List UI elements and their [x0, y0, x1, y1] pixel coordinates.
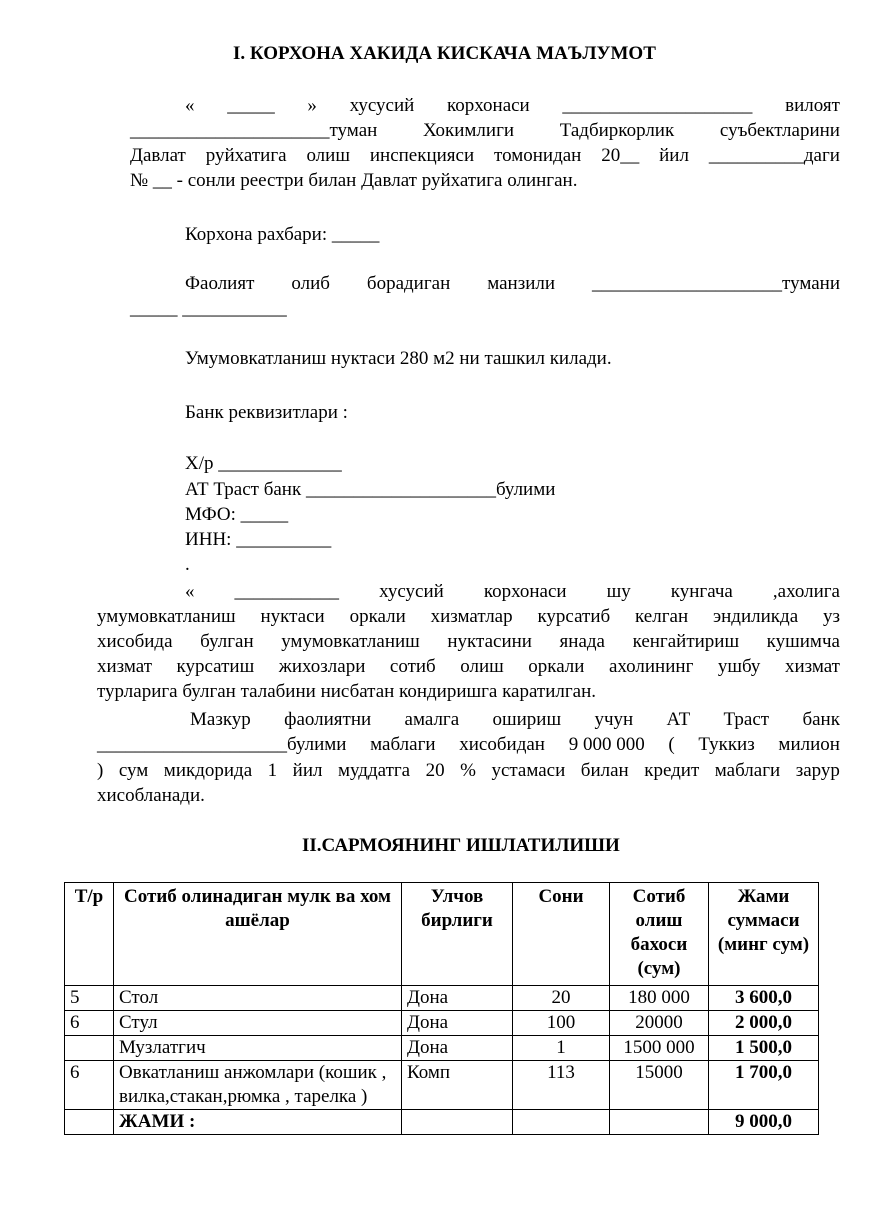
word: нуктасини [447, 631, 532, 652]
word: инспекцияси [369, 145, 475, 166]
word: томонидан [494, 145, 582, 166]
header-item: Сотиб олинадиган мулк ва хом ашёлар [114, 883, 402, 986]
word: курсатиб [537, 606, 611, 627]
word: йил [659, 145, 689, 166]
word: % [460, 760, 476, 781]
header-total: Жами суммаси (минг сум) [709, 883, 819, 986]
cell-qty: 1 [513, 1036, 610, 1061]
word: ____________________булими [97, 734, 347, 755]
inn-line: ИНН: __________ [185, 529, 332, 550]
word: хизмат [97, 656, 153, 677]
para3-line1 [190, 708, 840, 732]
cell-price: 20000 [610, 1011, 709, 1036]
total-value: 9 000,0 [709, 1110, 819, 1135]
cell-num [65, 1110, 114, 1135]
word: Туккиз [698, 734, 755, 755]
table-row [65, 1061, 819, 1110]
word: маблаги [714, 760, 781, 781]
cell-total: 1 500,0 [709, 1036, 819, 1061]
cell-unit: Дона [402, 1036, 513, 1061]
word: руйхатига [205, 145, 287, 166]
para2-line1 [185, 580, 840, 604]
para3-line4: хисобланади. [97, 785, 205, 806]
total-label: ЖАМИ : [114, 1110, 402, 1135]
para1-line2 [130, 119, 840, 143]
word: маблаги [370, 734, 436, 755]
word: фаолиятни [284, 709, 372, 730]
cell-item: Стул [114, 1011, 402, 1036]
table-row [65, 1036, 819, 1061]
dot-line: . [185, 554, 190, 575]
para3-line3 [97, 759, 840, 783]
cell-unit [402, 1110, 513, 1135]
header-num: Т/р [65, 883, 114, 986]
word: ____________________ [562, 95, 753, 116]
cell-price: 1500 000 [610, 1036, 709, 1061]
word: жихозлари [278, 656, 366, 677]
cell-qty: 113 [513, 1061, 610, 1110]
word: хусусий [349, 95, 415, 116]
word: келган [635, 606, 689, 627]
word: « [185, 95, 195, 116]
word: нуктаси [260, 606, 325, 627]
cell-unit: Дона [402, 1011, 513, 1036]
word: » [307, 95, 317, 116]
word: Давлат [130, 145, 186, 166]
word: микдорида [163, 760, 253, 781]
word: 9 000 000 [568, 734, 645, 755]
word: зарур [795, 760, 840, 781]
section-title-1: I. КОРХОНА ХАКИДА КИСКАЧА МАЪЛУМОТ [233, 43, 656, 64]
cell-num [65, 1036, 114, 1061]
word: милион [778, 734, 840, 755]
word: Фаолият [185, 273, 255, 294]
word: Тадбиркорлик [559, 120, 675, 141]
word: сотиб [389, 656, 436, 677]
bank-heading: Банк реквизитлари : [185, 402, 348, 423]
word: оркали [528, 656, 585, 677]
cell-num: 6 [65, 1061, 114, 1110]
word: сум [118, 760, 149, 781]
cell-unit: Комп [402, 1061, 513, 1110]
word: муддатга [337, 760, 411, 781]
word: борадиган [366, 273, 451, 294]
cell-total: 3 600,0 [709, 986, 819, 1011]
word: 1 [267, 760, 278, 781]
word: курсатиш [176, 656, 255, 677]
cell-num: 6 [65, 1011, 114, 1036]
word: олиш [306, 145, 350, 166]
para2-line4 [97, 655, 840, 679]
word: ушбу [717, 656, 761, 677]
cell-num: 5 [65, 986, 114, 1011]
word: кредит [644, 760, 700, 781]
word: кунгача [670, 581, 733, 602]
investment-table [64, 882, 819, 1135]
word: ошириш [492, 709, 562, 730]
word: корхонаси [483, 581, 567, 602]
word: шу [606, 581, 631, 602]
word: вилоят [785, 95, 840, 116]
mfo-line: МФО: _____ [185, 504, 289, 525]
word: ахолининг [608, 656, 694, 677]
header-unit: Улчов бирлиги [402, 883, 513, 986]
word: ____________________тумани [592, 273, 840, 294]
word: хисобида [97, 631, 173, 652]
word: билан [580, 760, 629, 781]
cell-price [610, 1110, 709, 1135]
word: ,ахолига [772, 581, 840, 602]
word: __________даги [708, 145, 840, 166]
word: _____________________туман [130, 120, 378, 141]
header-price: Сотиб олиш бахоси (сум) [610, 883, 709, 986]
word: устамаси [491, 760, 566, 781]
word: йил [292, 760, 323, 781]
word: ___________ [234, 581, 340, 602]
para1-line1 [185, 94, 840, 118]
word: Хокимлиги [422, 120, 515, 141]
word: хисобидан [459, 734, 545, 755]
word: оркали [349, 606, 406, 627]
word: хизматлар [430, 606, 513, 627]
word: олиш [460, 656, 504, 677]
word: эндиликда [712, 606, 799, 627]
para1-line3 [130, 144, 840, 168]
word: хусусий [379, 581, 444, 602]
cell-qty: 20 [513, 986, 610, 1011]
cell-unit: Дона [402, 986, 513, 1011]
address-line1 [185, 272, 840, 296]
word: учун [594, 709, 634, 730]
cell-price: 15000 [610, 1061, 709, 1110]
para2-line2 [97, 605, 840, 629]
word: манзили [487, 273, 556, 294]
word: уз [822, 606, 840, 627]
word: АТ [666, 709, 691, 730]
word: кенгайтириш [632, 631, 740, 652]
cell-total: 1 700,0 [709, 1061, 819, 1110]
word: корхонаси [446, 95, 530, 116]
word: кушимча [766, 631, 840, 652]
cell-qty [513, 1110, 610, 1135]
word: банк [802, 709, 840, 730]
word: олиб [291, 273, 330, 294]
word: « [185, 581, 195, 602]
word: 20 [425, 760, 445, 781]
word: умумовкатланиш [281, 631, 420, 652]
word: булган [200, 631, 254, 652]
word: суъбектларини [719, 120, 840, 141]
word: ( [668, 734, 675, 755]
account-line: Х/р _____________ [185, 453, 342, 474]
bank-line: АТ Траст банк ____________________булими [185, 479, 556, 500]
word: умумовкатланиш [97, 606, 236, 627]
cell-item: Овкатланиш анжомлари (кошик , вилка,стакан,рюмка , тарелка ) [114, 1061, 402, 1110]
director-line: Корхона рахбари: _____ [185, 224, 380, 245]
header-qty: Сони [513, 883, 610, 986]
para2-line5: турларига булган талабини нисбатан кондиришга каратилган. [97, 681, 597, 702]
word: ) [97, 760, 104, 781]
word: Траст [723, 709, 770, 730]
word: амалга [404, 709, 460, 730]
para3-line2 [97, 733, 840, 757]
para1-line4: № __ - сонли реестри билан Давлат руйхатига олинган. [130, 170, 578, 191]
cell-price: 180 000 [610, 986, 709, 1011]
cell-item: Стол [114, 986, 402, 1011]
cell-total: 2 000,0 [709, 1011, 819, 1036]
cell-qty: 100 [513, 1011, 610, 1036]
table-row [65, 1011, 819, 1036]
section-title-2: II.САРМОЯНИНГ ИШЛАТИЛИШИ [302, 835, 620, 856]
address-line2: _____ ___________ [130, 298, 287, 319]
word: 20__ [601, 145, 640, 166]
para2-line3 [97, 630, 840, 654]
cell-item: Музлатгич [114, 1036, 402, 1061]
word: Мазкур [190, 709, 251, 730]
point-area: Умумовкатланиш нуктаси 280 м2 ни ташкил килади. [185, 348, 612, 369]
table-total-row [65, 1110, 819, 1135]
word: хизмат [784, 656, 840, 677]
word: янада [559, 631, 605, 652]
table-row [65, 986, 819, 1011]
table-header-row [65, 883, 819, 986]
word: _____ [227, 95, 275, 116]
